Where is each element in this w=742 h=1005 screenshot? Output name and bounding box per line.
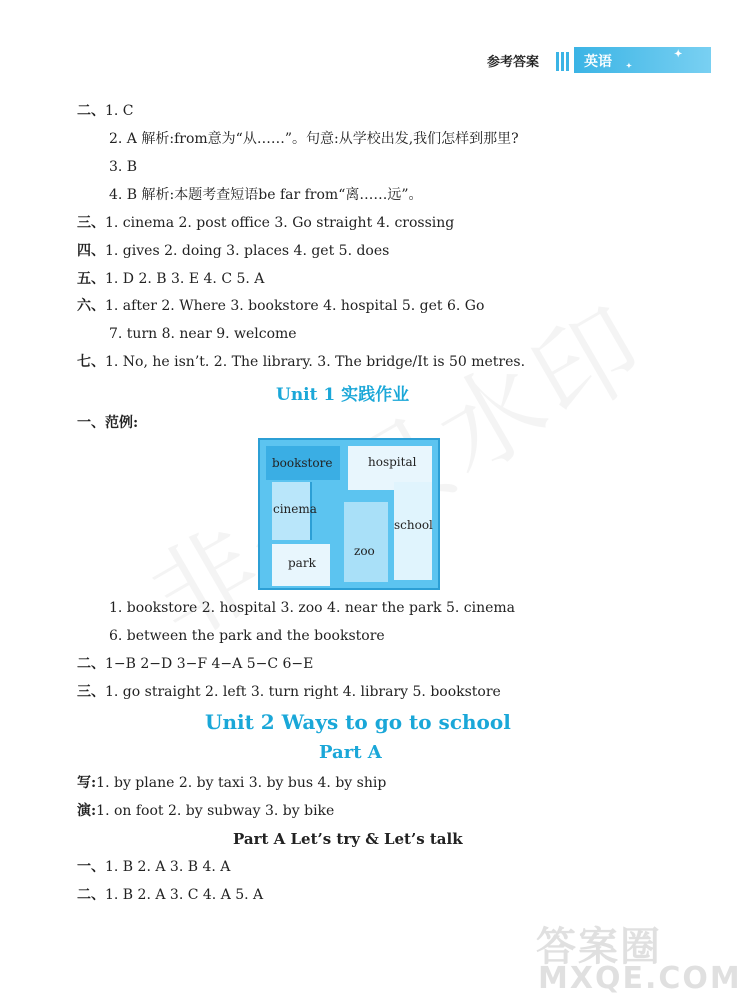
answer-line: 五、1. D 2. B 3. E 4. C 5. A: [77, 271, 265, 287]
answer-line: 7. turn 8. near 9. welcome: [109, 326, 297, 342]
sparkle-icon: ✦: [674, 49, 683, 60]
map-hospital: hospital: [348, 446, 432, 490]
section-title: Part A Let’s try & Let’s talk: [233, 830, 463, 848]
answer-line: 二、1. B 2. A 3. C 4. A 5. A: [77, 887, 264, 903]
header-bars-decoration: [556, 52, 570, 71]
q1-label: 一、范例:: [77, 415, 139, 431]
answer-line: 三、1. go straight 2. left 3. turn right 4. library 5. bookstore: [77, 684, 501, 700]
answer-line: 4. B 解析:本题考查短语be far from“离……远”。: [109, 187, 423, 203]
answer-line: 二、1. C: [77, 103, 134, 119]
subject-tab-label: 英语: [584, 54, 612, 70]
answer-line: 三、1. cinema 2. post office 3. Go straight 4. crossing: [77, 215, 455, 231]
unit2-part-title: Part A: [319, 742, 382, 763]
map-school: school: [394, 482, 432, 580]
map-zoo: zoo: [344, 502, 388, 582]
map-park: park: [272, 544, 330, 586]
header-title: 参考答案: [487, 55, 540, 70]
sparkle-icon: ✦: [626, 61, 632, 70]
neighborhood-map: [258, 438, 440, 590]
map-cinema: cinema: [272, 482, 312, 540]
site-logo-watermark: 答案圈 MXQE.COM: [536, 924, 742, 996]
map-bookstore: bookstore: [266, 446, 340, 480]
answer-line: 6. between the park and the bookstore: [109, 628, 385, 644]
answer-line: 一、1. B 2. A 3. B 4. A: [77, 859, 231, 875]
subject-tab: [574, 47, 711, 73]
unit1-title: Unit 1 实践作业: [276, 385, 410, 405]
answer-line: 四、1. gives 2. doing 3. places 4. get 5. does: [77, 243, 390, 259]
answer-line: 六、1. after 2. Where 3. bookstore 4. hospital 5. get 6. Go: [77, 298, 485, 314]
answer-line: 七、1. No, he isn’t. 2. The library. 3. The bridge/It is 50 metres.: [77, 354, 526, 370]
answer-line: 3. B: [109, 159, 138, 175]
answer-line: 二、1−B 2−D 3−F 4−A 5−C 6−E: [77, 656, 314, 672]
answer-line: 演:1. on foot 2. by subway 3. by bike: [77, 803, 335, 819]
answer-line: 1. bookstore 2. hospital 3. zoo 4. near the park 5. cinema: [109, 600, 516, 616]
answer-line: 写:1. by plane 2. by taxi 3. by bus 4. by ship: [77, 775, 387, 791]
answer-line: 2. A 解析:from意为“从……”。句意:从学校出发,我们怎样到那里?: [109, 131, 519, 147]
unit2-title: Unit 2 Ways to go to school: [205, 710, 511, 734]
